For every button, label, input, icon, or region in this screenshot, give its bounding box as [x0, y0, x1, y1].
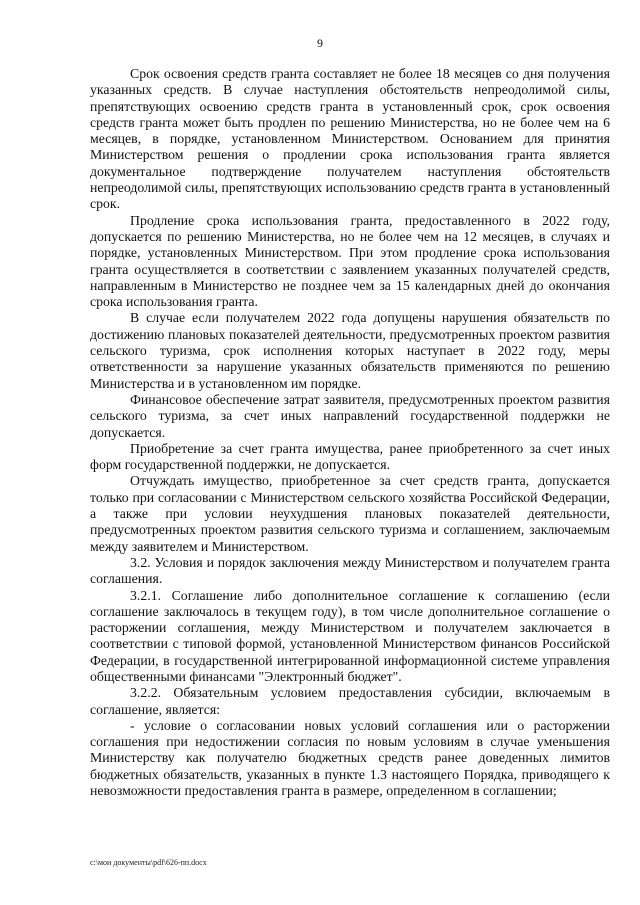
paragraph-financing-restriction: Финансовое обеспечение затрат заявителя, предусмотренных проектом развития сельского туризма, за счет иных направлений государственной поддержки не допускается.: [90, 391, 610, 440]
footer-file-path: c:\мои документы\pdf\626-пп.docx: [90, 858, 207, 867]
paragraph-term-extension-2022: Продление срока использования гранта, предоставленного в 2022 году, допускается по решению Министерства, но не более чем на 12 месяцев, в случаях и порядке, установленных Министерством. При этом продление срока использования гранта осуществляется в соответствии с заявлением указанных получателей средств, направленным в Министерство не позднее чем за 15 календарных дней до окончания срока использования гранта.: [90, 212, 610, 310]
section-heading-3-2: 3.2. Условия и порядок заключения между Министерством и получателем гранта соглашения.: [90, 554, 610, 587]
paragraph-3-2-2: 3.2.2. Обязательным условием предоставления субсидии, включаемым в соглашение, является:: [90, 685, 610, 717]
paragraph-property-acquisition: Приобретение за счет гранта имущества, ранее приобретенного за счет иных форм государственной поддержки, не допускается.: [90, 440, 610, 473]
document-body: [90, 66, 610, 799]
paragraph-3-2-1: 3.2.1. Соглашение либо дополнительное соглашение к соглашению (если соглашение заключалось в текущем году), в том числе дополнительное соглашение о расторжении соглашения, между Министерством и получателем заключается в соответствии с типовой формой, установленной Министерством финансов Российской Федерации, в государственной интегрированной информационной системе управления общественными финансами "Электронный бюджет".: [90, 587, 610, 684]
paragraph-property-alienation: Отчуждать имущество, приобретенное за счет средств гранта, допускается только при согласовании с Министерством сельского хозяйства Российской Федерации, а также при условии неухудшения плановых показателей деятельности, предусмотренных проектом развития сельского туризма и соглашением, заключаемым между заявителем и Министерством.: [90, 473, 610, 554]
list-item-condition: - условие о согласовании новых условий соглашения или о расторжении соглашения при недостижении согласия по новым условиям в случае уменьшения Министерству как получателю бюджетных средств ранее доведенных лимитов бюджетных обязательств, указанных в пункте 1.3 настоящего Порядка, приводящего к невозможности предоставления гранта в размере, определенном в соглашении;: [90, 717, 610, 799]
paragraph-grant-term: Срок освоения средств гранта составляет не более 18 месяцев со дня получения указанных средств. В случае наступления обстоятельств непреодолимой силы, препятствующих освоению средств гранта в установленный срок, срок освоения средств гранта может быть продлен по решению Министерства, но не более чем на 6 месяцев, в порядке, установленном Министерством. Основанием для принятия Министерством решения о продлении срока использования гранта является документальное подтверждение получателем наступления обстоятельств непреодолимой силы, препятствующих использованию средств гранта в установленный срок.: [90, 66, 610, 212]
paragraph-violations-2022: В случае если получателем 2022 года допущены нарушения обязательств по достижению плановых показателей деятельности, предусмотренных проектом развития сельского туризма, срок исполнения которых наступает в 2022 году, меры ответственности за нарушение указанных обязательств применяются по решению Министерства и в установленном им порядке.: [90, 310, 610, 391]
page-number: 9: [317, 36, 323, 50]
